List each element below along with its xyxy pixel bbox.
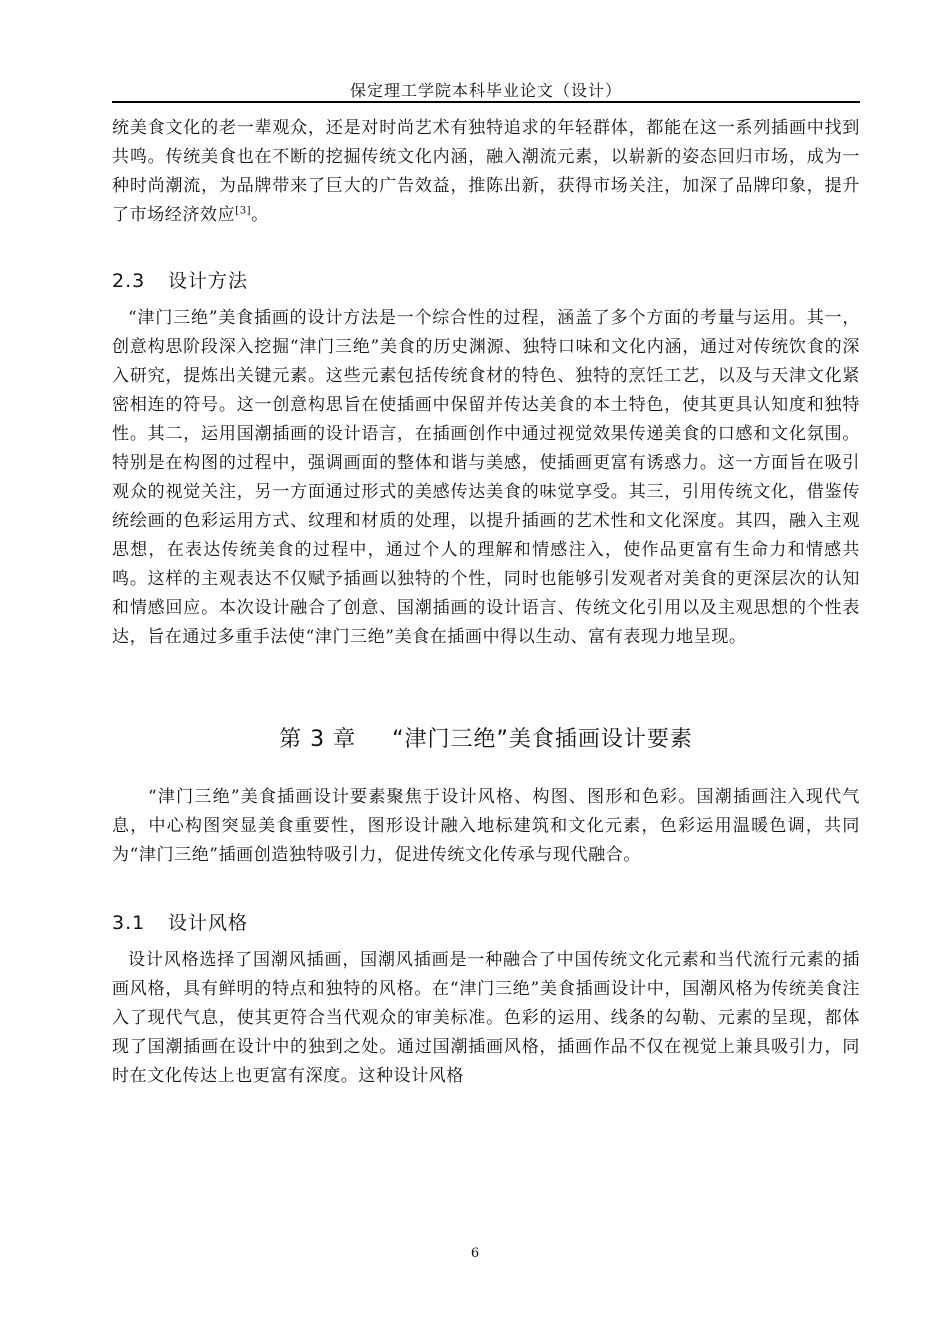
section-3-1-paragraph: 设计风格选择了国潮风插画，国潮风插画是一种融合了中国传统文化元素和当代流行元素的插画风格，具有鲜明的特点和独特的风格。在“津门三绝”美食插画设计中，国潮风格为传统美食注入了现代气息，使其更符合当代观众的审美标准。色彩的运用、线条的勾勒、元素的呈现，都体现了国潮插画在设计中的独到之处。通过国潮插画风格，插画作品不仅在视觉上兼具吸引力，同时在文化传达上也更富有深度。这种设计风格 xyxy=(112,950,860,1086)
page-body xyxy=(112,114,860,1091)
section-title: 设计风格 xyxy=(168,912,249,934)
intro-paragraph xyxy=(112,114,860,230)
citation-marker[interactable]: [3] xyxy=(235,205,252,217)
intro-paragraph-end: 。 xyxy=(251,205,269,225)
chapter-3-paragraph: “津门三绝”美食插画设计要素聚焦于设计风格、构图、图形和色彩。国潮插画注入现代气息，中心构图突显美食重要性，图形设计融入地标建筑和文化元素，色彩运用温暖色调，共同为“津门三绝”插画创造独特吸引力，促进传统文化传承与现代融合。 xyxy=(112,787,860,865)
chapter-number: 第 3 章 xyxy=(279,727,357,752)
section-heading-2-3 xyxy=(112,266,860,293)
chapter-title: “津门三绝”美食插画设计要素 xyxy=(392,727,693,752)
header-rule xyxy=(112,101,860,103)
section-title: 设计方法 xyxy=(168,270,249,292)
intro-paragraph-text: 统美食文化的老一辈观众，还是对时尚艺术有独特追求的年轻群体，都能在这一系列插画中找到共鸣。传统美食也在不断的挖掘传统文化内涵，融入潮流元素，以崭新的姿态回归市场，成为一种时尚潮流，为品牌带来了巨大的广告效益，推陈出新，获得市场关注，加深了品牌印象，提升了市场经济效应 xyxy=(112,118,860,225)
section-2-3-paragraph: “津门三绝”美食插画的设计方法是一个综合性的过程，涵盖了多个方面的考量与运用。其一，创意构思阶段深入挖掘“津门三绝”美食的历史渊源、独特口味和文化内涵，通过对传统饮食的深入研究，提炼出关键元素。这些元素包括传统食材的特色、独特的烹饪工艺，以及与天津文化紧密相连的符号。这一创意构思旨在使插画中保留并传达美食的本土特色，使其更具认知度和独特性。其二，运用国潮插画的设计语言，在插画创作中通过视觉效果传递美食的口感和文化氛围。特别是在构图的过程中，强调画面的整体和谐与美感，使插画更富有诱惑力。这一方面旨在吸引观众的视觉关注，另一方面通过形式的美感传达美食的味觉享受。其三，引用传统文化，借鉴传统绘画的色彩运用方式、纹理和材质的处理，以提升插画的艺术性和文化深度。其四，融入主观思想，在表达传统美食的过程中，通过个人的理解和情感注入，使作品更富有生命力和情感共鸣。这样的主观表达不仅赋予插画以独特的个性，同时也能够引发观者对美食的更深层次的认知和情感回应。本次设计融合了创意、国潮插画的设计语言、传统文化引用以及主观思想的个性表达，旨在通过多重手法使“津门三绝”美食在插画中得以生动、富有表现力地呈现。 xyxy=(112,308,860,647)
section-heading-3-1 xyxy=(112,908,860,935)
section-number: 3.1 xyxy=(112,912,146,934)
page-number: 6 xyxy=(470,1246,480,1261)
section-number: 2.3 xyxy=(112,270,146,292)
chapter-heading xyxy=(112,722,860,753)
running-header: 保定理工学院本科毕业论文（设计） xyxy=(349,81,622,100)
